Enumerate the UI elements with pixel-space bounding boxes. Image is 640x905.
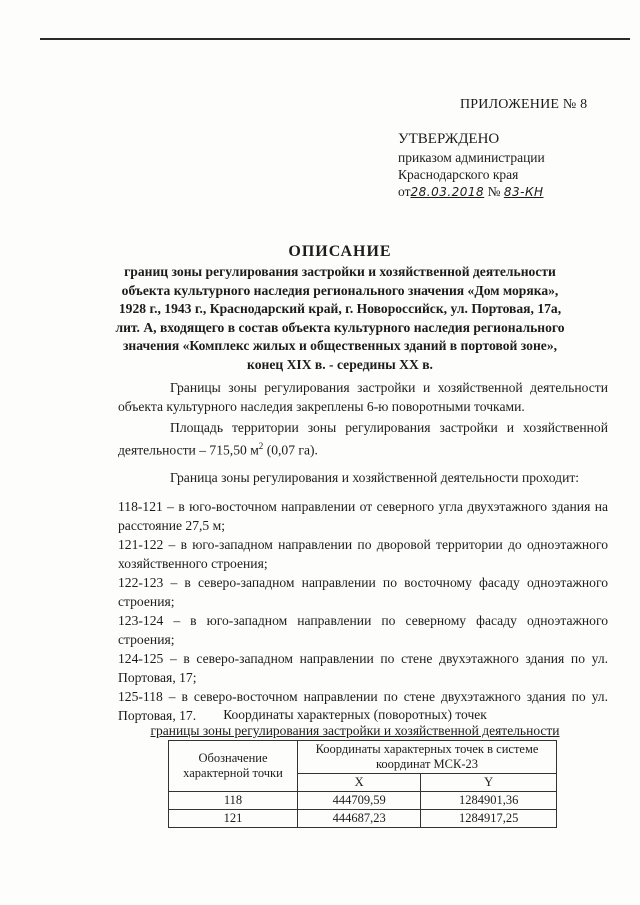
table-header-row: [169, 741, 557, 774]
document-subtitle: [70, 263, 610, 374]
approval-line-2: Краснодарского края: [398, 167, 519, 182]
approval-number: 83-КН: [503, 185, 544, 199]
header-coords: Координаты характерных точек в системе координат МСК-23: [298, 741, 557, 774]
subtitle-line: значения «Комплекс жилых и общественных зданий в портовой зоне»,: [122, 338, 558, 353]
list-item: 118-121 – в юго-восточном направлении от северного угла двухэтажного здания на расстояние 27,5 м;: [118, 499, 608, 533]
intro-paragraph-1: Границы зоны регулирования застройки и хозяйственной деятельности объекта культурного наследия закреплены 6-ю поворотными точками.: [118, 380, 608, 414]
annex-label: ПРИЛОЖЕНИЕ № 8: [460, 97, 588, 112]
list-item: 123-124 – в юго-западном направлении по северному фасаду одноэтажного строения;: [118, 613, 608, 647]
area-superscript: 2: [258, 441, 264, 451]
list-item: 122-123 – в северо-западном направлении по восточному фасаду одноэтажного строения;: [118, 575, 608, 609]
table-caption-1: Координаты характерных (поворотных) точек: [223, 707, 487, 722]
approval-number-sign: №: [487, 184, 501, 199]
coordinates-table: [168, 740, 557, 828]
table-row: [169, 792, 557, 810]
intro-paragraph-3: Граница зоны регулирования и хозяйственной деятельности проходит:: [170, 470, 580, 485]
cell-y: 1284917,25: [421, 810, 557, 828]
cell-x: 444687,23: [298, 810, 421, 828]
area-text: Площадь территории зоны регулирования застройки и хозяйственной деятельности – 715,50 м: [118, 420, 608, 458]
top-rule: [40, 38, 630, 40]
approval-from: от: [398, 184, 411, 199]
subtitle-line: объекта культурного наследия регионального значения «Дом моряка»,: [121, 282, 559, 298]
table-row: [169, 810, 557, 828]
header-y: Y: [421, 774, 557, 792]
subtitle-line: границ зоны регулирования застройки и хозяйственной деятельности: [124, 264, 556, 279]
subtitle-line: лит. А, входящего в состав объекта культурного наследия регионального: [115, 319, 565, 335]
table-caption-2: границы зоны регулирования застройки и хозяйственной деятельности: [150, 723, 560, 738]
cell-point: 121: [169, 810, 298, 828]
subtitle-line: конец XIX в. - середины XX в.: [247, 356, 433, 372]
approval-line-1: приказом администрации: [398, 150, 545, 165]
subtitle-line: 1928 г., 1943 г., Краснодарский край, г. Новороссийск, ул. Портовая, 17а,: [118, 301, 562, 316]
approval-date: 28.03.2018: [410, 185, 485, 199]
cell-x: 444709,59: [298, 792, 421, 810]
cell-y: 1284901,36: [421, 792, 557, 810]
header-point: Обозначение характерной точки: [169, 741, 298, 792]
list-item: 125-118 – в северо-восточном направлении по стене двухэтажного здания по ул. Портовая, 17.: [118, 689, 608, 723]
list-item: 124-125 – в северо-западном направлении по стене двухэтажного здания по ул. Портовая, 17;: [118, 651, 608, 685]
cell-point: 118: [169, 792, 298, 810]
segment-list: [118, 497, 608, 725]
area-tail: (0,07 га).: [263, 442, 318, 458]
header-x: X: [298, 774, 421, 792]
approval-title: УТВЕРЖДЕНО: [398, 131, 500, 147]
intro-paragraph-2: [118, 418, 608, 460]
document-title: ОПИСАНИЕ: [288, 243, 392, 260]
approval-date-line: [398, 184, 544, 200]
list-item: 121-122 – в юго-западном направлении по дворовой территории до одноэтажного хозяйственного строения;: [118, 537, 608, 571]
